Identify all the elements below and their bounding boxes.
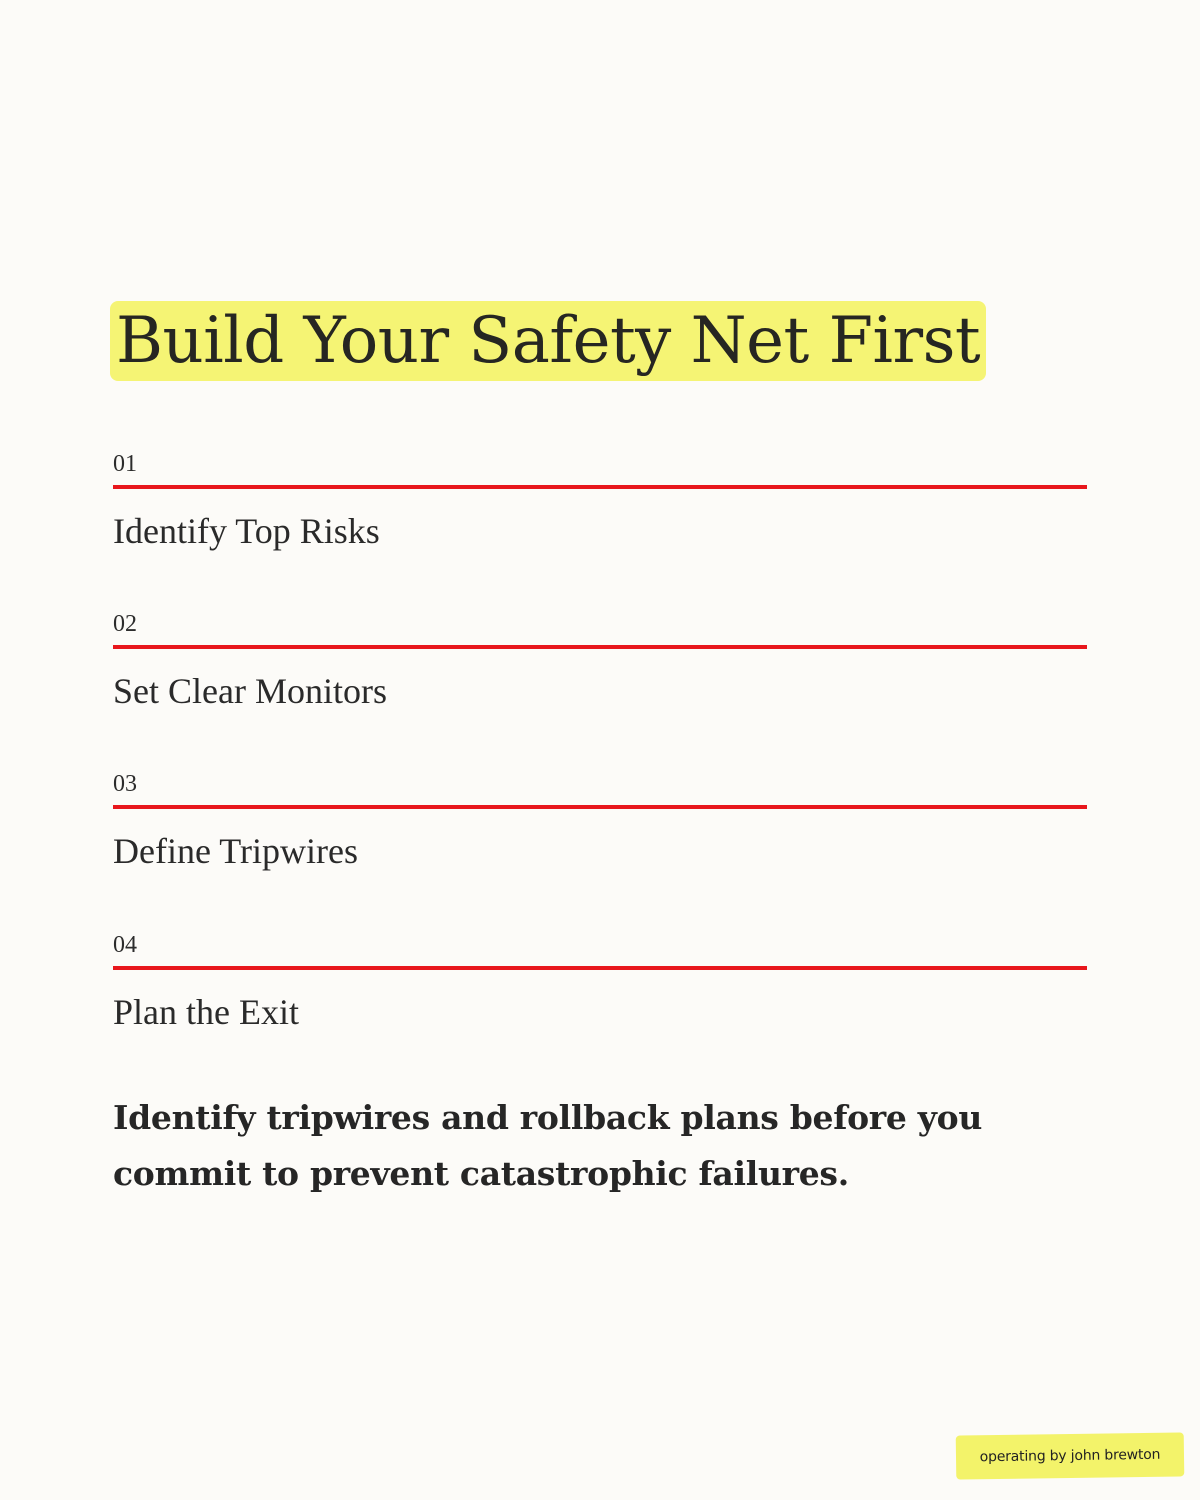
page-title: Build Your Safety Net First bbox=[110, 301, 986, 381]
step-number: 03 bbox=[113, 771, 137, 797]
step-divider bbox=[113, 485, 1087, 489]
step-item bbox=[113, 770, 1087, 880]
step-divider bbox=[113, 805, 1087, 809]
step-item bbox=[113, 450, 1087, 560]
step-item bbox=[113, 610, 1087, 720]
step-label: Define Tripwires bbox=[113, 831, 358, 871]
step-divider bbox=[113, 645, 1087, 649]
step-label: Set Clear Monitors bbox=[113, 671, 387, 711]
step-label: Identify Top Risks bbox=[113, 511, 380, 551]
credit-tag bbox=[956, 1432, 1185, 1479]
step-number: 01 bbox=[113, 451, 137, 477]
step-label: Plan the Exit bbox=[113, 992, 299, 1032]
credit-text: operating by john brewton bbox=[979, 1446, 1161, 1466]
step-divider bbox=[113, 966, 1087, 970]
step-number: 02 bbox=[113, 611, 137, 637]
step-number: 04 bbox=[113, 932, 137, 958]
step-item bbox=[113, 931, 1087, 1041]
summary-text: Identify tripwires and rollback plans before you commit to prevent catastrophic failures. bbox=[113, 1098, 983, 1193]
